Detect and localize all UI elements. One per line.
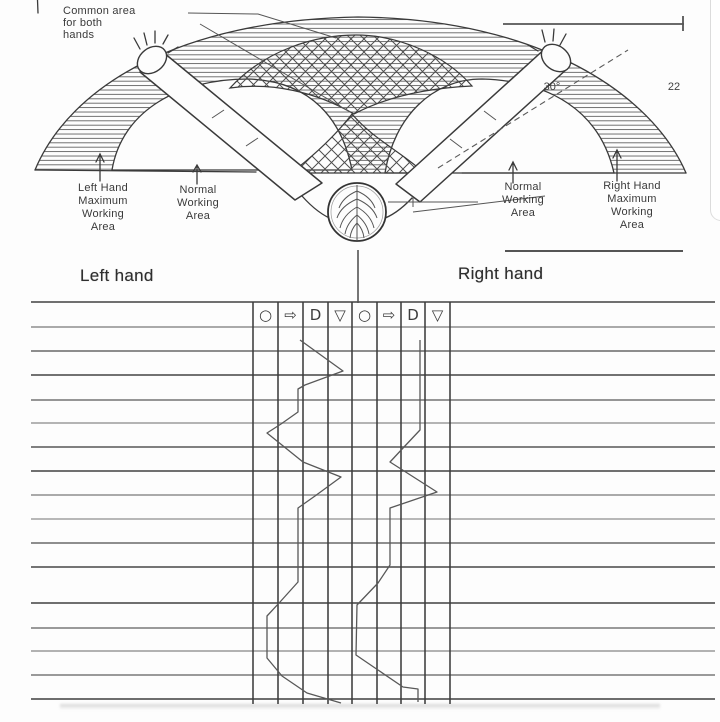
left-normal-label xyxy=(177,184,219,222)
right-max-label-line3: Working xyxy=(611,206,653,218)
working-area-diagram xyxy=(0,0,720,262)
common-area-label-line3: hands xyxy=(63,29,95,41)
right-normal-label-line2: Working xyxy=(502,194,544,206)
process-symbol-2: D xyxy=(309,306,322,324)
process-symbol-4: ○ xyxy=(357,306,372,324)
process-symbol-7: ▽ xyxy=(431,306,444,324)
common-area-label-line1: Common area xyxy=(63,5,136,17)
process-symbol-3: ▽ xyxy=(334,306,346,324)
chart-row-lines xyxy=(31,302,715,699)
two-handed-process-chart xyxy=(0,240,720,722)
right-normal-label xyxy=(502,181,544,219)
right-hand-header: Right hand xyxy=(458,264,544,283)
left-max-label-line3: Working xyxy=(82,208,124,220)
process-symbol-5: ⇨ xyxy=(382,306,396,324)
right-max-label xyxy=(603,180,661,231)
right-max-label-line4: Area xyxy=(619,219,645,231)
process-symbol-6: D xyxy=(407,306,419,324)
process-symbol-0: ○ xyxy=(258,306,273,324)
left-normal-label-line2: Working xyxy=(177,197,219,209)
left-max-label xyxy=(78,182,128,233)
dimension-label: 22 xyxy=(667,81,681,93)
common-area-label xyxy=(63,5,136,41)
left-max-label-line4: Area xyxy=(90,221,116,233)
right-normal-label-line3: Area xyxy=(510,207,536,219)
left-max-label-line2: Maximum xyxy=(78,195,128,207)
left-normal-label-line1: Normal xyxy=(179,184,217,196)
dimension-line xyxy=(503,16,684,31)
right-normal-label-line1: Normal xyxy=(504,181,542,193)
left-normal-label-line3: Area xyxy=(185,210,211,222)
chart-extra-lines xyxy=(358,250,683,303)
right-edge-card xyxy=(710,0,720,221)
process-symbol-1: ⇨ xyxy=(284,306,297,324)
right-max-label-line1: Right Hand xyxy=(603,180,661,192)
left-hand-header: Left hand xyxy=(80,266,154,285)
common-area-label-line2: for both xyxy=(63,17,103,29)
angle-label: 30° xyxy=(543,81,561,93)
right-max-label-line2: Maximum xyxy=(607,193,657,205)
bottom-shadow xyxy=(60,704,660,711)
left-max-label-line1: Left Hand xyxy=(78,182,128,194)
page-crease-mark xyxy=(38,0,39,13)
